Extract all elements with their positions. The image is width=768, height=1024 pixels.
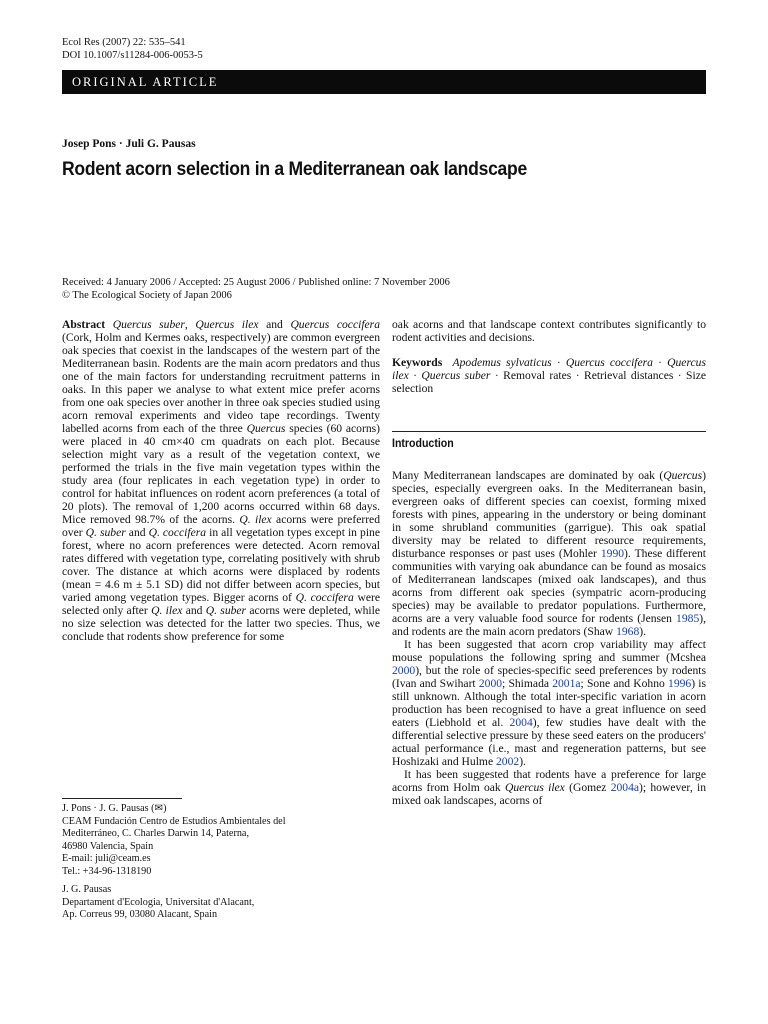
abstract-text: acorns were preferred over — [62, 513, 380, 539]
species-name: Quercus — [246, 422, 286, 435]
keyword: Apodemus sylvaticus — [452, 356, 552, 369]
keyword-list: · Removal rates · Retrieval distances · Size selection — [392, 369, 706, 395]
citation-link[interactable]: 2004a — [610, 781, 640, 794]
abstract-text: acorns were depleted, while no size selection was detected for the latter two species. Thus, we conclude that rodents show preference for some — [62, 604, 380, 643]
citation-link[interactable]: 1990 — [600, 547, 625, 560]
species-name: Q. ilex — [151, 604, 183, 617]
copyright: © The Ecological Society of Japan 2006 — [62, 289, 232, 301]
species-name: Q. suber — [205, 604, 247, 617]
affiliation-line: Departament d'Ecologia, Universitat d'Alacant, — [62, 896, 255, 908]
affiliation-1 — [62, 803, 286, 878]
text: It has been suggested that acorn crop variability may affect mouse populations the following spring and summer (Mcshea — [392, 638, 706, 664]
affiliation-2 — [62, 884, 254, 922]
text: It has been suggested that rodents have a preference for large acorns from Holm oak — [392, 768, 706, 794]
text: ; Shimada — [502, 677, 553, 690]
telephone: Tel.: +34-96-1318190 — [62, 865, 152, 877]
affiliation-line: Ap. Correus 99, 03080 Alacant, Spain — [62, 909, 218, 920]
intro-paragraph-2 — [392, 638, 706, 768]
abstract-text: in all vegetation types except in pine forest, where no acorn preferences were detected. Acorn removal rates differed with vegetation type, correlating positively with shrub cover. The distance at which acorns were displaced by rodents (mean = 4.6 m ± 5.1 SD) did not differ between acorn species, but varied among vegetation types. Bigger acorns of — [62, 526, 380, 604]
doi: DOI 10.1007/s11284-006-0053-5 — [62, 50, 203, 61]
species-name: Quercus coccifera — [290, 318, 380, 331]
species-name: Quercus ilex — [195, 318, 259, 331]
keyword: Quercus coccifera — [565, 356, 653, 369]
introduction-section — [392, 438, 706, 807]
citation-link[interactable]: 1985 — [676, 612, 700, 625]
keywords — [392, 356, 706, 395]
article-type-banner: ORIGINAL ARTICLE — [62, 70, 706, 94]
abstract-text: were selected only after — [62, 591, 380, 617]
text: and — [258, 318, 291, 331]
intro-paragraph-3 — [392, 768, 706, 807]
text: ; Sone and Kohno — [580, 677, 669, 690]
text: · — [652, 356, 668, 369]
citation-link[interactable]: 2002 — [496, 755, 520, 768]
keywords-label: Keywords — [392, 356, 443, 369]
text: ) species, especially evergreen oaks. In the Mediterranean basin, evergreen oaks of different species can coexist, forming mixed forests with pines, appearing in the understory or being dominant in some shrubland communities (garrigue). This oak spatial diversity may be related to different resource requirements, disturbance responses or past uses (Mohler — [392, 469, 706, 560]
email[interactable]: E-mail: juli@ceam.es — [62, 853, 151, 864]
text: ), and rodents are the main acorn predators (Shaw — [392, 612, 706, 638]
species-name: Quercus — [663, 469, 703, 482]
text: ); however, in mixed oak landscapes, acorns of — [392, 781, 706, 807]
text: ). — [639, 625, 647, 638]
citation-link[interactable]: 2004 — [509, 716, 533, 729]
abstract-label: Abstract — [62, 318, 106, 331]
text: (Gomez — [564, 781, 611, 794]
text: , — [184, 318, 196, 331]
intro-paragraph-1 — [392, 469, 706, 638]
abstract — [62, 318, 380, 643]
introduction-heading: Introduction — [392, 438, 454, 450]
affiliation-names: J. G. Pausas — [62, 884, 112, 895]
species-name: Q. coccifera — [295, 591, 354, 604]
species-name: Q. suber — [85, 526, 126, 539]
species-name: Quercus ilex — [504, 781, 565, 794]
text: ) is still unknown. Although the total inter-specific variation in acorn production has been recognised to have a great influence on seed eaters (Liebhold et al. — [392, 677, 706, 729]
affiliation-line: Mediterráneo, C. Charles Darwin 14, Paterna, — [62, 828, 249, 839]
affiliation-names: J. Pons · J. G. Pausas (✉) — [62, 803, 167, 814]
citation-link[interactable]: 1996 — [668, 677, 692, 690]
species-name: Q. coccifera — [148, 526, 207, 539]
text: and — [182, 604, 206, 617]
text: ), few studies have dealt with the differential selective pressure by these seed eaters on the producers' actual performance (i.e., mast and regeneration patterns, but see Hoshizaki and Hulme — [392, 716, 706, 768]
keyword: Quercus ilex — [392, 356, 706, 382]
footnote-rule — [62, 798, 182, 799]
section-rule — [392, 431, 706, 432]
text: Many Mediterranean landscapes are dominated by oak ( — [392, 469, 664, 482]
citation-link[interactable]: 2000 — [478, 677, 503, 690]
article-title: Rodent acorn selection in a Mediterranean oak landscape — [62, 158, 527, 180]
abstract-continued: oak acorns and that landscape context contributes significantly to rodent activities and decisions. — [392, 318, 706, 344]
publication-dates — [62, 277, 450, 302]
citation-link[interactable]: 2001a — [552, 677, 581, 690]
authors: Josep Pons · Juli G. Pausas — [62, 138, 196, 150]
right-column — [392, 318, 706, 395]
species-name: Q. ilex — [239, 513, 272, 526]
text: ), but the role of species-specific seed preferences by rodents (Ivan and Swihart — [392, 664, 706, 690]
affiliation-line: 46980 Valencia, Spain — [62, 840, 154, 852]
received-dates: Received: 4 January 2006 / Accepted: 25 August 2006 / Published online: 7 November 2006 — [62, 277, 450, 288]
keyword: Quercus suber — [421, 369, 491, 382]
text: · — [408, 369, 422, 382]
affiliation-line: CEAM Fundación Centro de Estudios Ambientales del — [62, 815, 286, 827]
text: ). — [519, 755, 526, 768]
text: and — [125, 526, 149, 539]
journal-citation: Ecol Res (2007) 22: 535–541 — [62, 37, 186, 48]
abstract-text: species (60 acorns) were placed in 40 cm×40 cm quadrats on each plot. Because selection might vary as a result of the vegetation context, we performed the trials in the five main vegetation types within the study area (four replicates in each vegetation type) in order to control for habitat influences on rodent acorn preferences (a total of 20 plots). The removal of 1,200 acorns occurred within 68 days. Mice removed 98.7% of the acorns. — [62, 422, 380, 526]
text: · — [551, 356, 566, 369]
citation-link[interactable]: 1968 — [616, 625, 640, 638]
citation-link[interactable]: 2000 — [392, 664, 416, 677]
text: ). These different communities with varying oak abundance can be found as mosaics of Mediterranean landscapes (mixed oak landscapes), and thus acorns from different oak species (sympatric acorn-producing species) may be available to predator populations. Furthermore, acorns are a very valuable food source for rodents (Jensen — [392, 547, 706, 625]
species-name: Quercus suber — [112, 318, 185, 331]
abstract-text: (Cork, Holm and Kermes oaks, respectively) are common evergreen oak species that coexist in the landscapes of the western part of the Mediterranean basin. Rodents are the main acorn predators and thus one of the main factors for understanding recruitment patterns in oaks. In this paper we analyse to what extent mice prefer acorns from one oak species over another in three oak species studied using acorn removal experiments and video tape recordings. Twenty labelled acorns from each of the three — [62, 331, 380, 435]
